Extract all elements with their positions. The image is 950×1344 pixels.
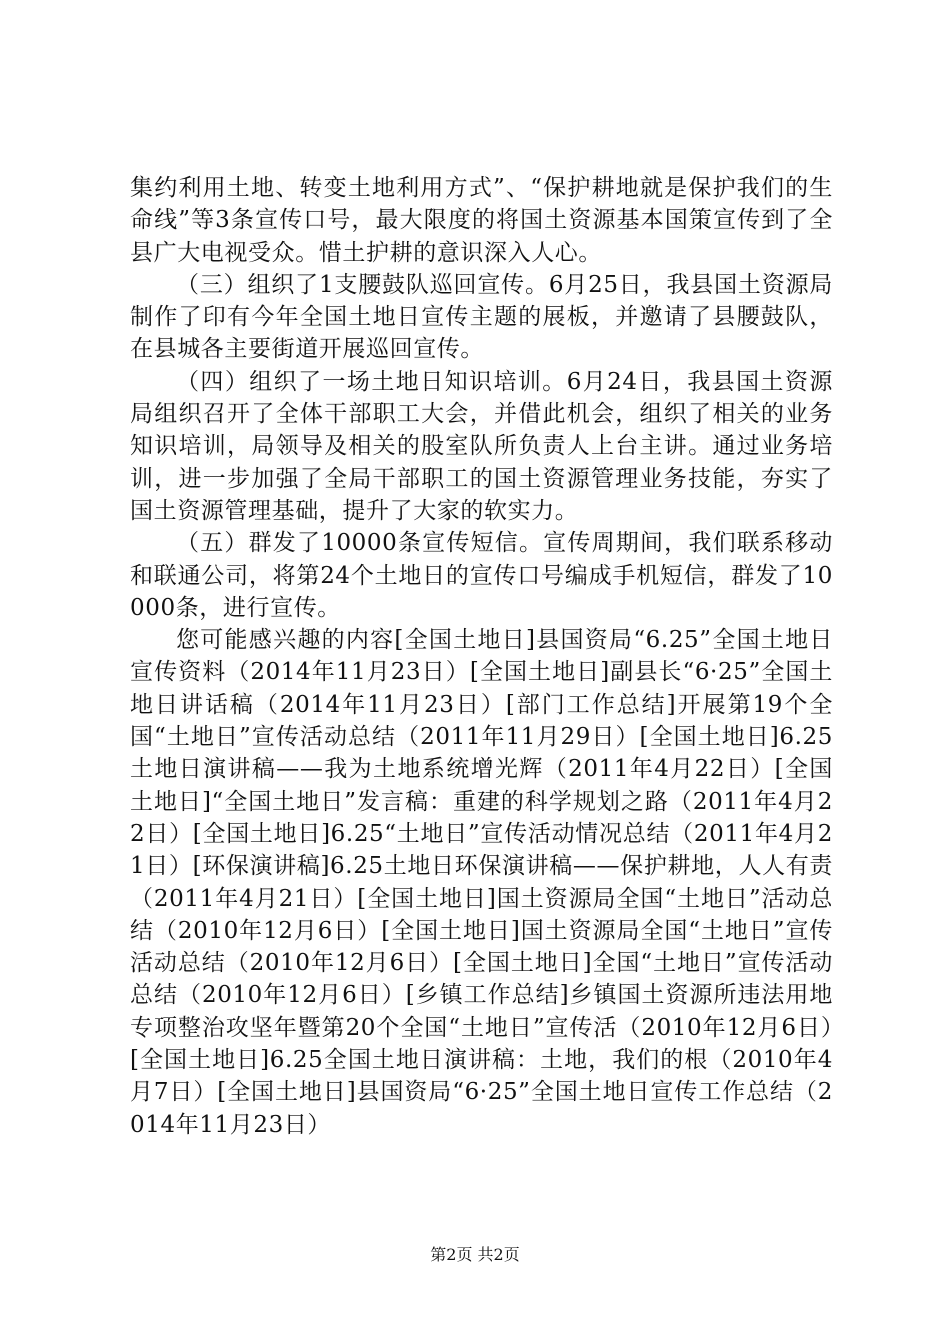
paragraph-related-content: 您可能感兴趣的内容[全国土地日]县国资局“6.25”全国土地日宣传资料（2014年11月23日）[全国土地日]副县长“6·25”全国土地日讲话稿（2014年11月23日）[部门工作总结]开展第19个全国“土地日”宣传活动总结（2011年11月29日）[全国土地日]6.25土地日演讲稿——我为土地系统增光辉（2011年4月22日）[全国土地日]“全国土地日”发言稿：重建的科学规划之路（2011年4月22日）[全国土地日]6.25“土地日”宣传活动情况总结（2011年4月21日）[环保演讲稿]6.25土地日环保演讲稿——保护耕地，人人有责（2011年4月21日）[全国土地日]国土资源局全国“土地日”活动总结（2010年12月6日）[全国土地日]国土资源局全国“土地日”宣传活动总结（2010年12月6日）[全国土地日]全国“土地日”宣传活动总结（2010年12月6日）[乡镇工作总结]乡镇国土资源所违法用地专项整治攻坚年暨第20个全国“土地日”宣传活（2010年12月6日）[全国土地日]6.25全国土地日演讲稿：土地，我们的根（2010年4月7日）[全国土地日]县国资局“6·25”全国土地日宣传工作总结（2014年11月23日） [130, 627, 833, 1138]
paragraph-knowledge-training: （四）组织了一场土地日知识培训。6月24日，我县国土资源局组织召开了全体干部职工大会，并借此机会，组织了相关的业务知识培训，局领导及相关的股室队所负责人上台主讲。通过业务培训，进一步加强了全局干部职工的国土资源管理业务技能，夯实了国土资源管理基础，提升了大家的软实力。 [130, 368, 833, 524]
page-footer: 第2页 共2页 [430, 1245, 520, 1264]
paragraph-waist-drum-team: （三）组织了1支腰鼓队巡回宣传。6月25日，我县国土资源局制作了印有今年全国土地日宣传主题的展板，并邀请了县腰鼓队，在县城各主要街道开展巡回宣传。 [130, 271, 833, 363]
paragraph-sms-broadcast: （五）群发了10000条宣传短信。宣传周期间，我们联系移动和联通公司，将第24个土地日的宣传口号编成手机短信，群发了10000条，进行宣传。 [130, 530, 833, 621]
paragraph-continued: 集约利用土地、转变土地利用方式”、“保护耕地就是保护我们的生命线”等3条宣传口号，最大限度的将国土资源基本国策宣传到了全县广大电视受众。惜土护耕的意识深入人心。 [130, 175, 833, 266]
document-body [130, 172, 833, 1141]
